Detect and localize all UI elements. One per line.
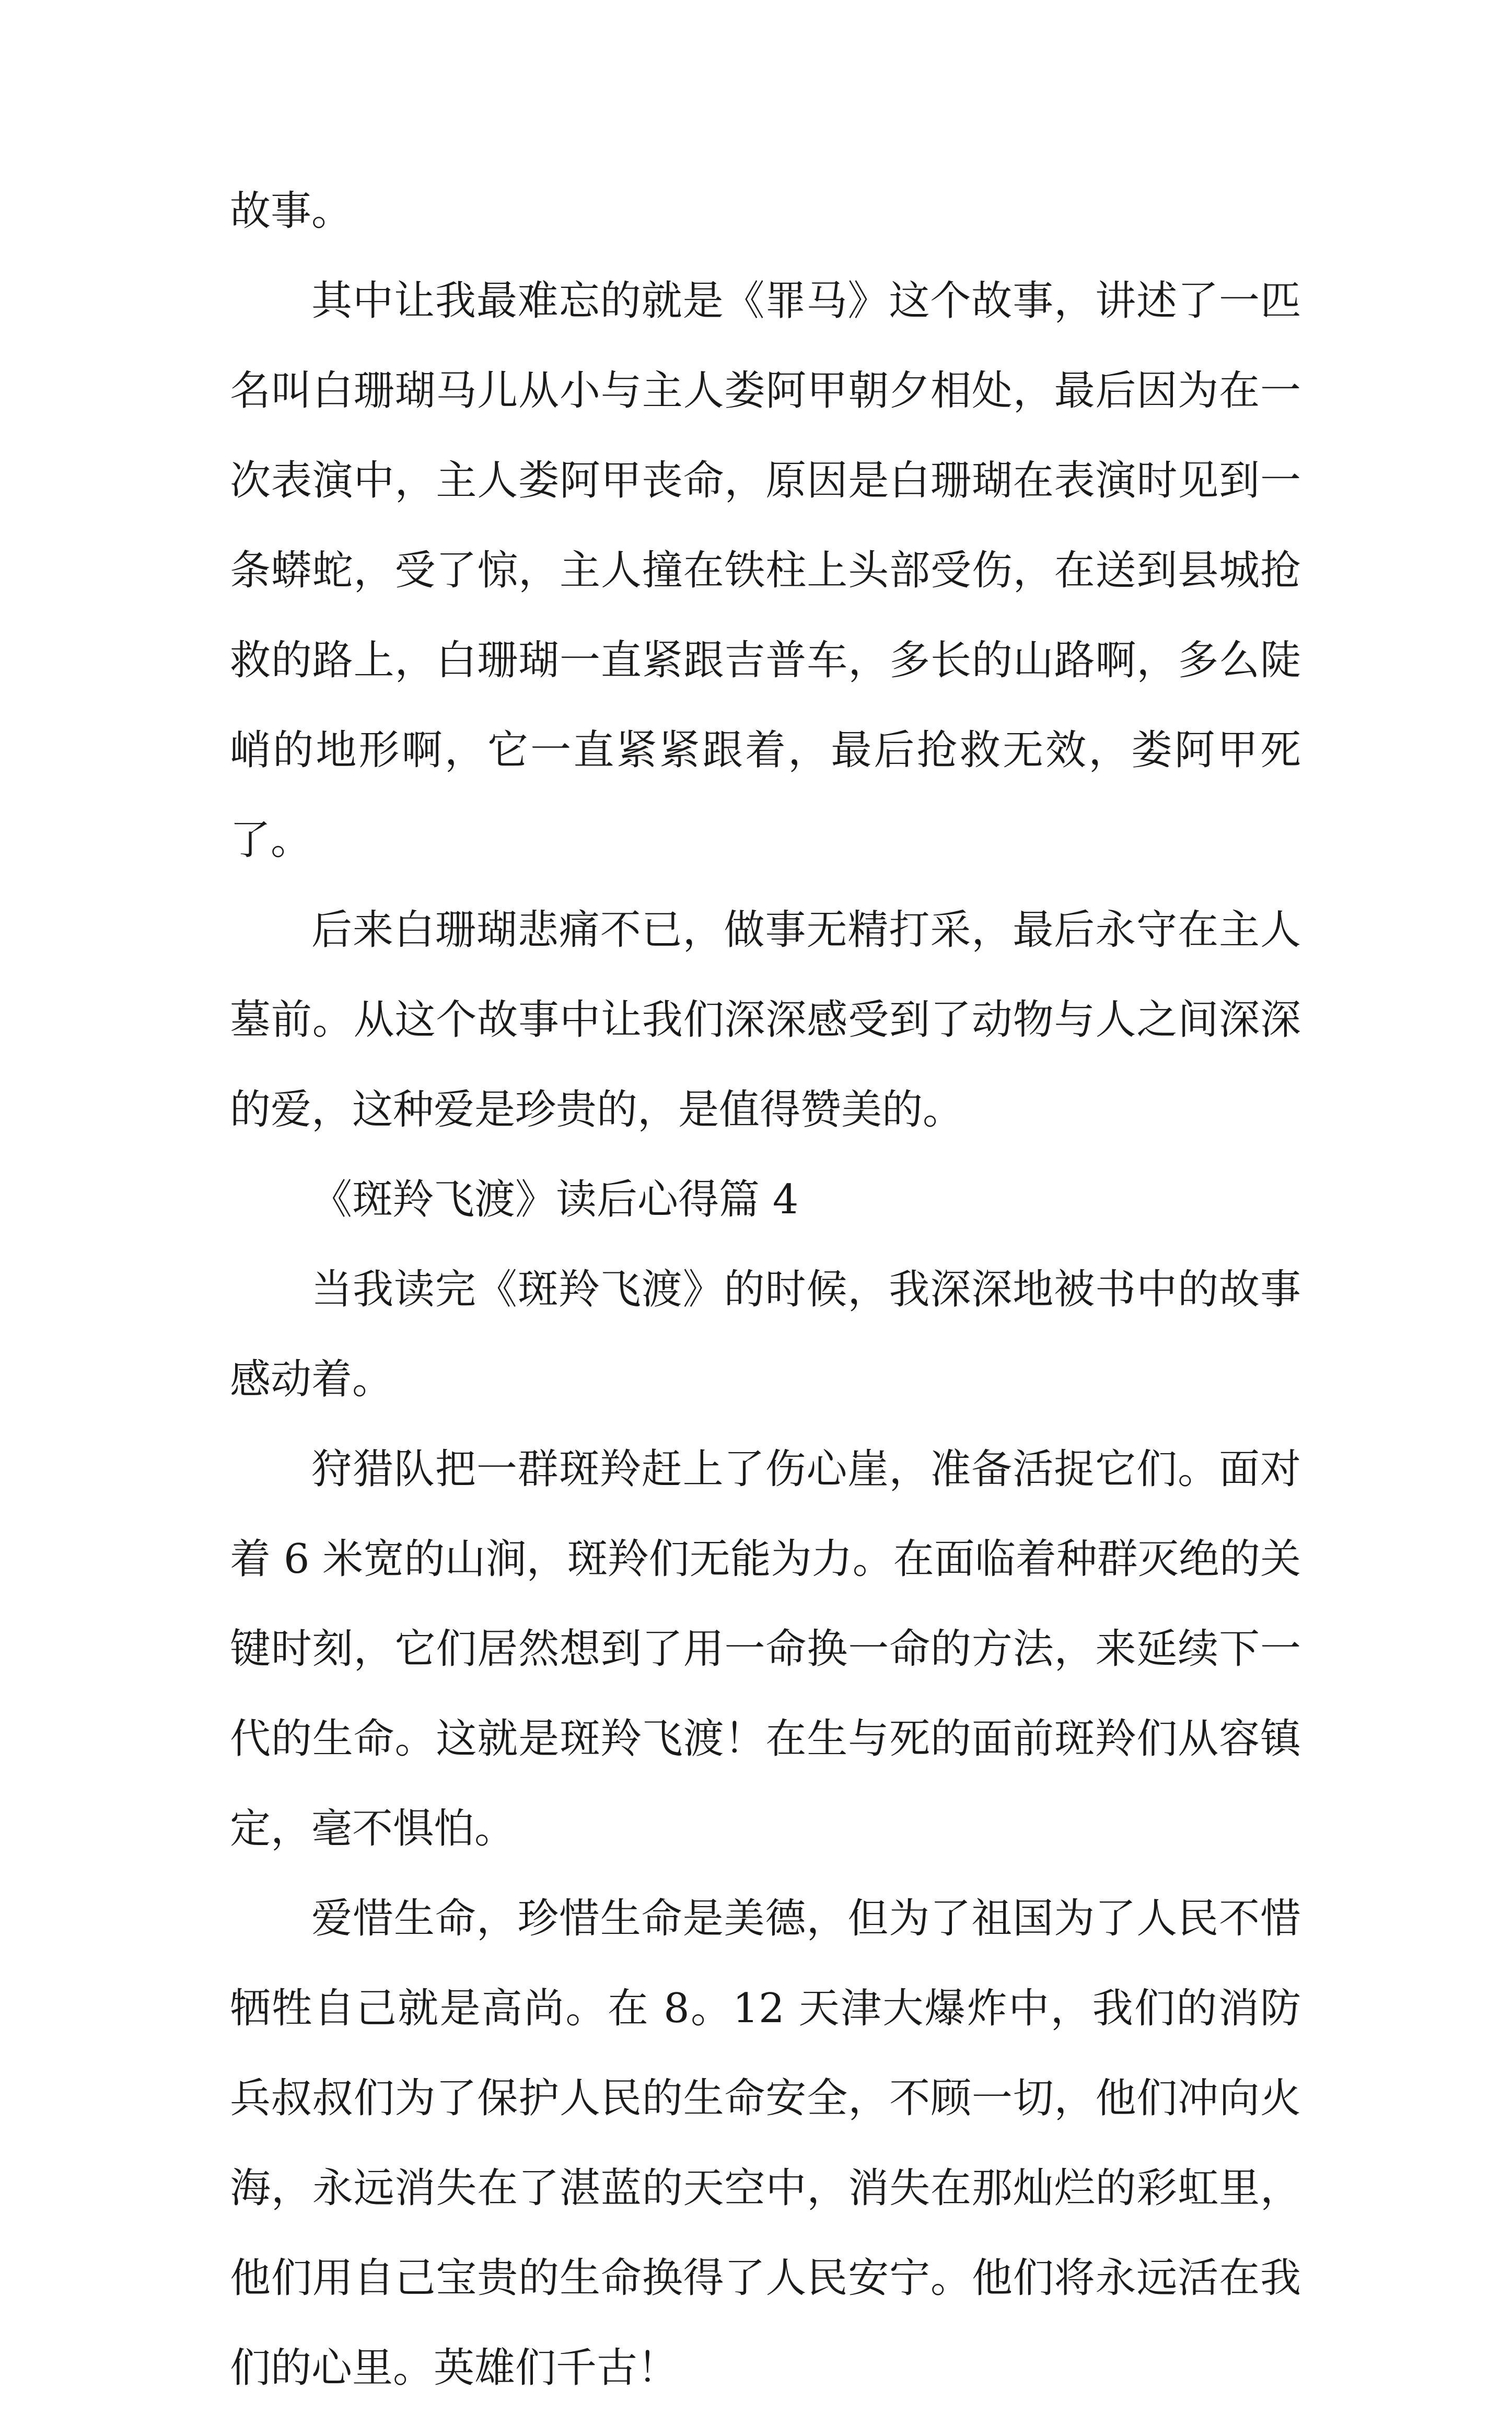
paragraph-intro: 当我读完《斑羚飞渡》的时候，我深深地被书中的故事感动着。 bbox=[230, 1266, 1301, 1403]
paragraph-antelope-leap: 狩猎队把一群斑羚赶上了伤心崖，准备活捉它们。面对着 6 米宽的山涧，斑羚们无能为力。在面临着种群灭绝的关键时刻，它们居然想到了用一命换一命的方法，来延续下一代的生命。这就是斑羚飞渡！在生与死的面前斑羚们从容镇定，毫不惧怕。 bbox=[230, 1446, 1301, 1852]
section-heading: 《斑羚飞渡》读后心得篇 4 bbox=[311, 1176, 799, 1223]
paragraph-continuation: 故事。 bbox=[230, 188, 353, 235]
paragraph-baishanhu-grief: 后来白珊瑚悲痛不已，做事无精打采，最后永守在主人墓前。从这个故事中让我们深深感受到了动物与人之间深深的爱，这种爱是珍贵的，是值得赞美的。 bbox=[230, 907, 1301, 1133]
paragraph-zuima-story: 其中让我最难忘的就是《罪马》这个故事，讲述了一匹名叫白珊瑚马儿从小与主人娄阿甲朝夕相处，最后因为在一次表演中，主人娄阿甲丧命，原因是白珊瑚在表演时见到一条蟒蛇，受了惊，主人撞在铁柱上头部受伤，在送到县城抢救的路上，白珊瑚一直紧跟吉普车，多长的山路啊，多么陡峭的地形啊，它一直紧紧跟着，最后抢救无效，娄阿甲死了。 bbox=[230, 277, 1301, 864]
paragraph-firefighters: 爱惜生命，珍惜生命是美德，但为了祖国为了人民不惜牺牲自己就是高尚。在 8。12 天津大爆炸中，我们的消防兵叔叔们为了保护人民的生命安全，不顾一切，他们冲向火海，永远消失在了湛蓝的天空中，消失在那灿烂的彩虹里，他们用自己宝贵的生命换得了人民安宁。他们将永远活在我们的心里。英雄们千古！ bbox=[230, 1895, 1301, 2392]
document-body bbox=[230, 166, 1301, 2413]
